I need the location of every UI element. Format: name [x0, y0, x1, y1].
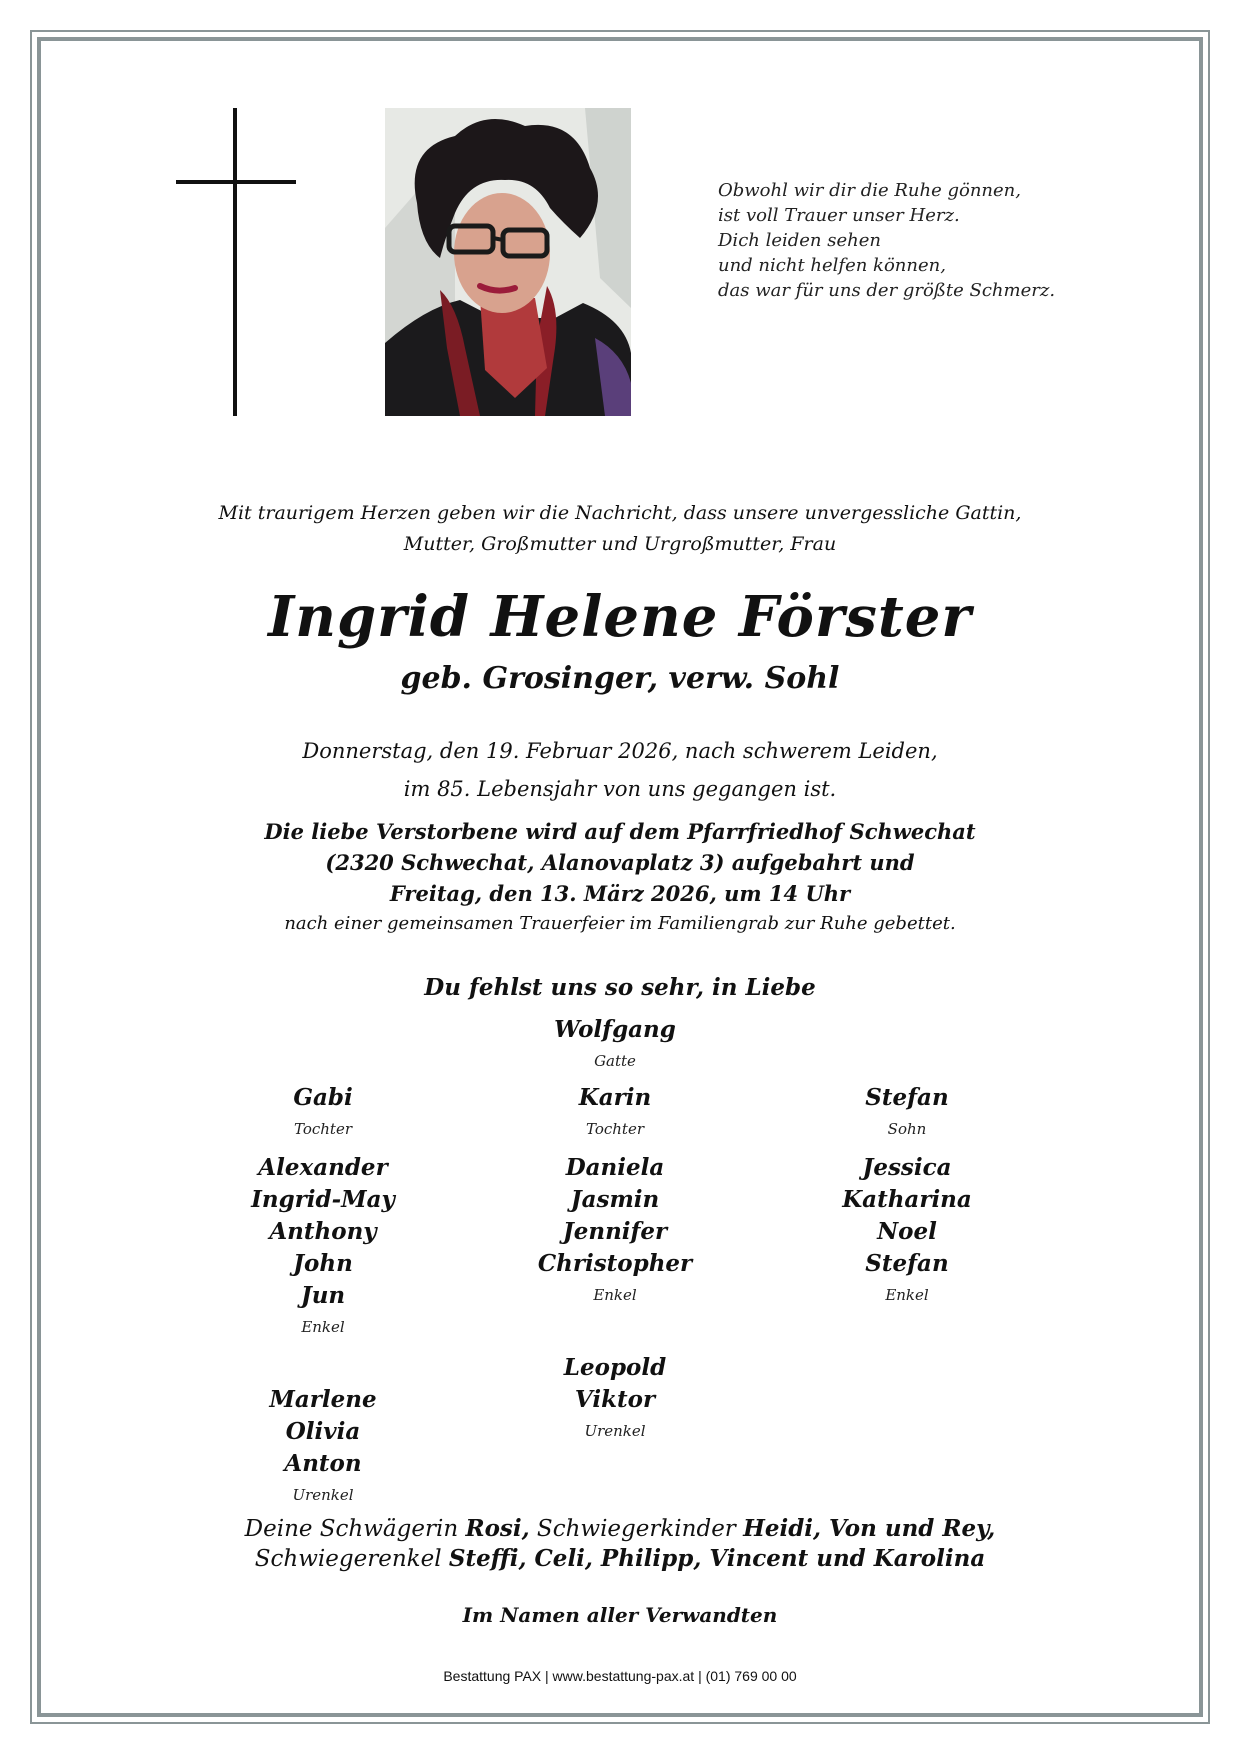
grandchild-name: Christopher [537, 1250, 693, 1277]
spouse-block [450, 1014, 780, 1072]
portrait-illustration [385, 108, 631, 416]
burial-info [60, 816, 1180, 909]
child-relation: Sohn [887, 1120, 927, 1138]
great-grandchild-name: Olivia [285, 1418, 361, 1445]
poem-line: das war für uns der größte Schmerz. [718, 280, 1056, 301]
child-name: Karin [578, 1084, 652, 1111]
funeral-home-footer: Bestattung PAX | www.bestattung-pax.at | (01) 769 00 00 [443, 1668, 797, 1684]
death-notice [60, 732, 1180, 808]
great-grandchild-name: Viktor [574, 1386, 656, 1413]
grandchild-relation: Enkel [885, 1286, 929, 1304]
great-grandchildren-left [158, 1384, 488, 1506]
child-relation: Tochter [585, 1120, 644, 1138]
great-grandchild-relation: Urenkel [584, 1422, 646, 1440]
burial-line: Freitag, den 13. März 2026, um 14 Uhr [389, 881, 851, 906]
poem-line: und nicht helfen können, [718, 255, 946, 276]
grandchild-name: Jun [300, 1282, 346, 1309]
inlaws-name: Heidi, Von und Rey, [743, 1515, 996, 1542]
grandchild-name: Katharina [842, 1186, 972, 1213]
child-name: Stefan [865, 1084, 949, 1111]
intro-line: Mit traurigem Herzen geben wir die Nachricht, dass unsere unvergessliche Gattin, [218, 502, 1022, 524]
grandchildren-middle [450, 1152, 780, 1306]
grandchildren-right [742, 1152, 1072, 1306]
grandchildren-left [158, 1152, 488, 1338]
deceased-name: Ingrid Helene Förster [268, 584, 972, 650]
grandchild-name: Stefan [865, 1250, 949, 1277]
burial-line: Die liebe Verstorbene wird auf dem Pfarrfriedhof Schwechat [264, 819, 976, 844]
grandchild-name: Anthony [269, 1218, 377, 1245]
burial-line: (2320 Schwechat, Alanovaplatz 3) aufgebahrt und [325, 850, 915, 875]
great-grandchild-name: Anton [284, 1450, 362, 1477]
grandchild-name: Jennifer [562, 1218, 668, 1245]
portrait-photo [385, 108, 631, 416]
death-line: im 85. Lebensjahr von uns gegangen ist. [403, 777, 837, 801]
great-grandchild-name: Leopold [563, 1354, 667, 1381]
grandchild-name: Jasmin [570, 1186, 660, 1213]
cross-vertical-bar [233, 108, 237, 416]
child-name: Gabi [293, 1084, 353, 1111]
family-signature: Im Namen aller Verwandten [462, 1603, 778, 1627]
child-block [450, 1082, 780, 1140]
intro-line: Mutter, Großmutter und Urgroßmutter, Frau [403, 533, 837, 555]
grandchild-name: Daniela [565, 1154, 665, 1181]
spouse-name: Wolfgang [554, 1016, 676, 1043]
grandchild-name: John [293, 1250, 353, 1277]
grandchild-name: Jessica [862, 1154, 952, 1181]
grandchild-relation: Enkel [593, 1286, 637, 1304]
grandchild-relation: Enkel [301, 1318, 345, 1336]
maiden-name: geb. Grosinger, verw. Sohl [400, 661, 840, 696]
great-grandchild-name: Marlene [269, 1386, 377, 1413]
inlaws-name: Rosi, [465, 1515, 530, 1542]
inlaws-label: Schwiegerenkel [254, 1546, 449, 1572]
poem-line: Dich leiden sehen [718, 230, 881, 251]
cross-icon [176, 108, 296, 416]
grandchild-name: Ingrid-May [251, 1186, 395, 1213]
mourners-heading: Du fehlst uns so sehr, in Liebe [424, 974, 816, 1001]
cross-horizontal-bar [176, 180, 296, 184]
death-line: Donnerstag, den 19. Februar 2026, nach schwerem Leiden, [302, 739, 938, 763]
child-block [158, 1082, 488, 1140]
great-grandchildren-middle [450, 1352, 780, 1442]
spouse-relation: Gatte [594, 1052, 636, 1070]
child-block [742, 1082, 1072, 1140]
poem-line: Obwohl wir dir die Ruhe gönnen, [718, 180, 1021, 201]
inlaws-label: Schwiegerkinder [529, 1516, 744, 1542]
poem-line: ist voll Trauer unser Herz. [718, 205, 960, 226]
burial-note: nach einer gemeinsamen Trauerfeier im Familiengrab zur Ruhe gebettet. [284, 913, 956, 934]
inlaws-line-1 [60, 1514, 1180, 1544]
intro-text [60, 498, 1180, 560]
grandchild-name: Alexander [258, 1154, 388, 1181]
great-grandchild-relation: Urenkel [292, 1486, 354, 1504]
inlaws-name: Steffi, Celi, Philipp, Vincent und Karolina [448, 1545, 986, 1572]
inlaws-line-2 [60, 1544, 1180, 1574]
grandchild-name: Noel [877, 1218, 937, 1245]
inlaws-text [60, 1514, 1180, 1574]
child-relation: Tochter [293, 1120, 352, 1138]
inlaws-label: Deine Schwägerin [244, 1516, 466, 1542]
poem [718, 178, 1138, 303]
